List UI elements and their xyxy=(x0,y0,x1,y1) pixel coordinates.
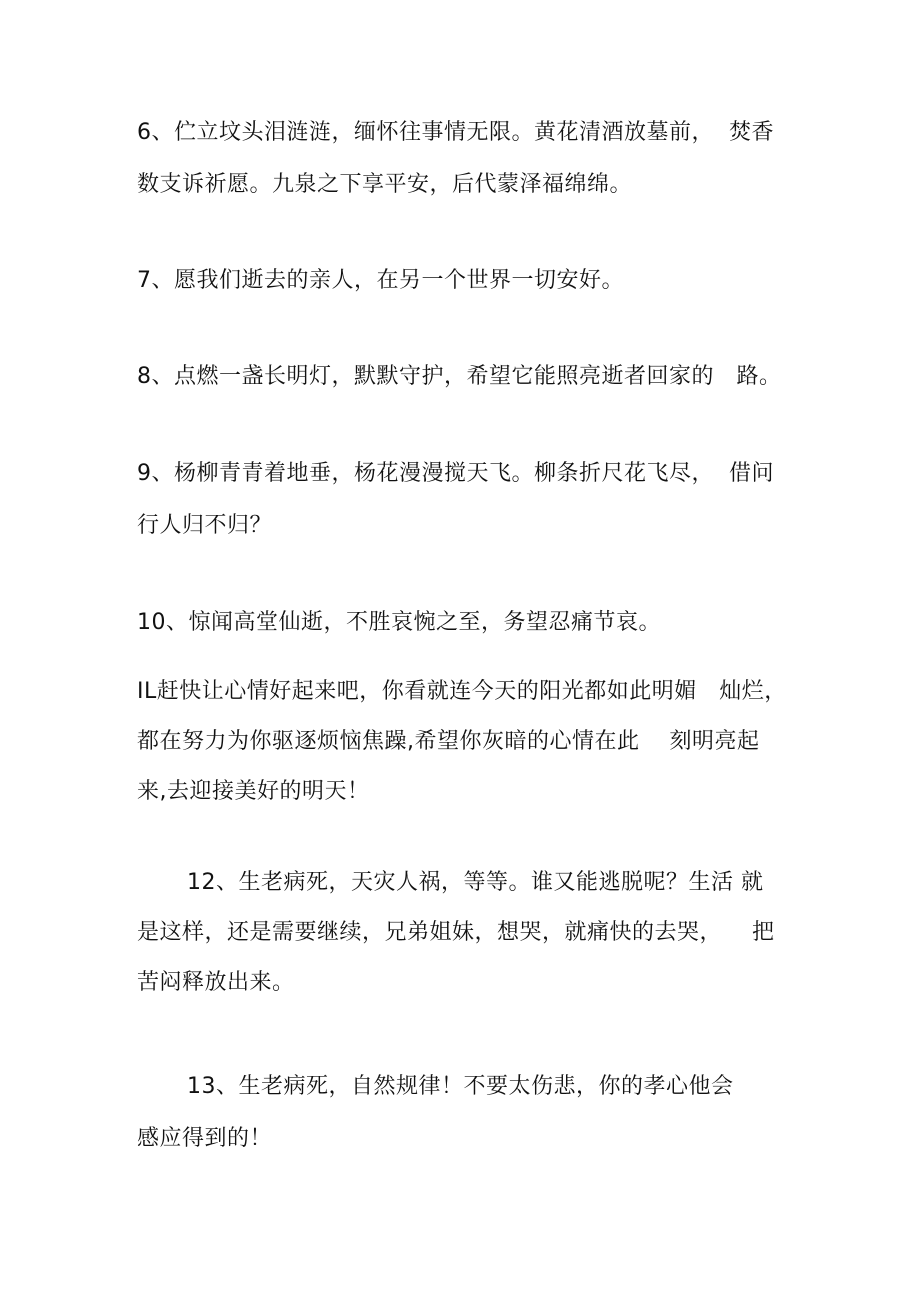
paragraph-10-line-1: 10、惊闻高堂仙逝，不胜哀惋之至，务望忍痛节哀。 xyxy=(137,610,661,635)
paragraph-12-line-2: 是这样，还是需要继续，兄弟姐妹，想哭，就痛快的去哭， 把 xyxy=(137,920,775,945)
paragraph-12-line-3: 苦闷释放出来。 xyxy=(137,970,295,995)
paragraph-11-line-3: 来,去迎接美好的明天！ xyxy=(137,779,370,804)
paragraph-9-line-2: 行人归不归？ xyxy=(137,513,273,538)
paragraph-6-line-2: 数支诉祈愿。九泉之下享平安，后代蒙泽福绵绵。 xyxy=(137,172,633,197)
paragraph-13-line-2: 感应得到的！ xyxy=(137,1126,273,1151)
paragraph-6-line-1: 6、伫立坟头泪涟涟，缅怀往事情无限。黄花清酒放墓前， 焚香 xyxy=(137,120,774,145)
paragraph-8-line-1: 8、点燃一盏长明灯，默默守护，希望它能照亮逝者回家的 路。 xyxy=(137,364,782,389)
paragraph-11-line-2: 都在努力为你驱逐烦恼焦躁,希望你灰暗的心情在此 刻明亮起 xyxy=(137,729,760,754)
paragraph-7-line-1: 7、愿我们逝去的亲人，在另一个世界一切安好。 xyxy=(137,268,624,293)
paragraph-11-line-1: IL赶快让心情好起来吧，你看就连今天的阳光都如此明媚 灿烂， xyxy=(137,679,787,704)
paragraph-13-line-1: 13、生老病死，自然规律！不要太伤悲，你的孝心他会 xyxy=(187,1074,734,1099)
paragraph-9-line-1: 9、杨柳青青着地垂，杨花漫漫搅天飞。柳条折尺花飞尽， 借问 xyxy=(137,461,774,486)
paragraph-12-line-1: 12、生老病死，天灾人祸，等等。谁又能逃脱呢？生活 就 xyxy=(187,870,764,895)
